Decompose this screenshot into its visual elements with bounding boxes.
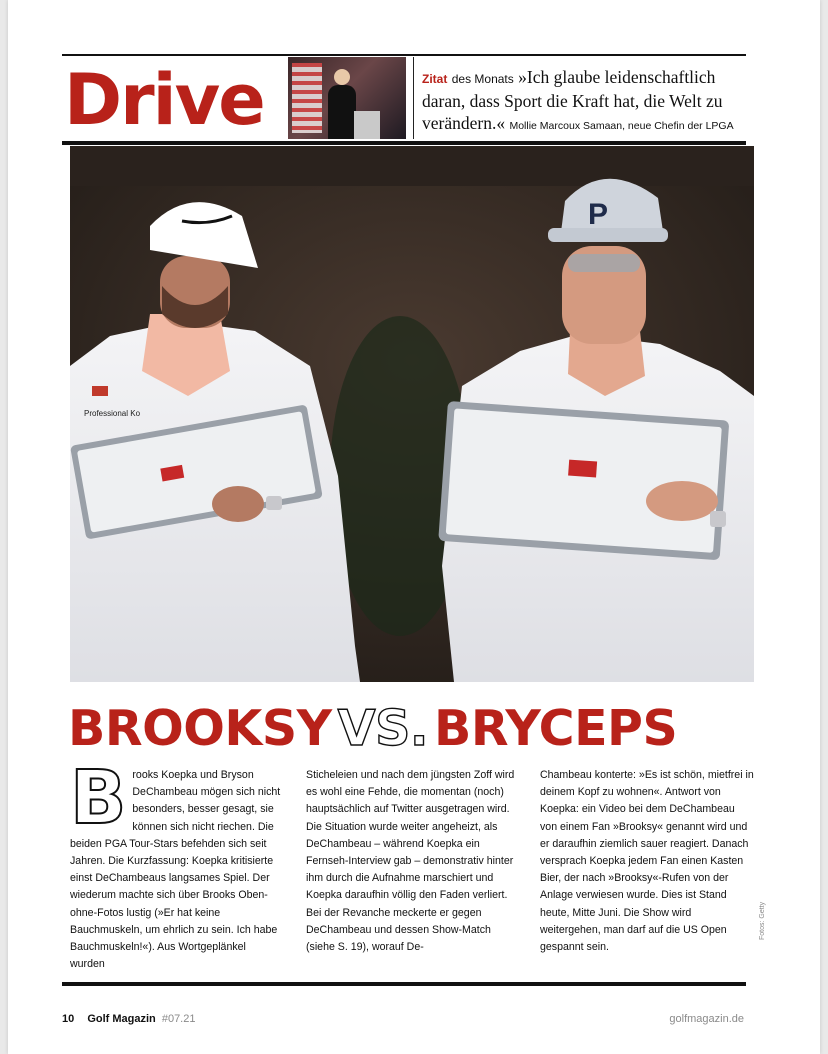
article-column-1	[70, 755, 282, 973]
photo-credit: Fotos: Getty	[759, 901, 766, 940]
issue-number: #07.21	[161, 1013, 196, 1025]
photo-top-rule	[62, 141, 746, 145]
quote-of-month	[422, 66, 760, 137]
flag-pin-icon	[92, 386, 108, 396]
article-column-3: Chambeau konterte: »Es ist schön, mietfrei in deinem Kopf zu wohnen«. Antwort von Koepka: ein Video bei dem DeChambeau von einem Fan »Brooksy« genannt wird und er daraufhin ziemlich sauer reagiert. Danach versprach Koepka jedem Fan einen Kasten Bier, der nach »Brooksy«-Rufen von der Anlage verwiesen wurde. Dies ist Stand heute, Mitte Juni. Die Show wird weitergehen, man darf auf die US Open gespannt sein.	[540, 769, 754, 954]
quote-label: des Monats	[451, 72, 514, 86]
quote-thumbnail-image	[288, 57, 406, 139]
quote-label-highlight: Zitat	[422, 72, 448, 86]
section-title: Drive	[64, 59, 264, 141]
magazine-page	[8, 0, 820, 1054]
cap-letter: P	[588, 198, 609, 231]
website-url[interactable]: golfmagazin.de	[669, 1013, 744, 1025]
article-column-1-text: rooks Koepka und Bryson DeChambeau mögen sich nicht besonders, besser gesagt, sie können sich nicht riechen. Die beiden PGA Tour-Stars befehden sich seit Jahren. Die Kurzfassung: Koepka kritisierte einst DeChambeaus langsames Spiel. Der wiederum machte sich über Brooks Oben-ohne-Fotos lustig (»Er hat keine Bauchmuskeln, um ehrlich zu sein. Ich habe Bauchmuskeln!«). Aus Wortgeplänkel wurden	[70, 769, 281, 971]
quote-divider	[413, 57, 414, 139]
quote-text: »Ich glaube leidenschaftlich daran, dass Sport die Kraft hat, die Welt zu verändern.«	[422, 67, 723, 133]
badge-label: Professional Ko	[84, 409, 141, 418]
top-rule	[62, 54, 746, 56]
article-column-2: Sticheleien und nach dem jüngsten Zoff wird es wohl eine Fehde, die momentan (noch) hauptsächlich auf Twitter ausgetragen wird. Die Situation wurde weiter angeheizt, als DeChambeau – während Koepka ein Fernseh-Interview gab – demonstrativ hinter ihm durch die Aufnahme marschiert und Koepka daraufhin völlig den Faden verliert. Bei der Revanche meckerte er gegen DeChambeau und dessen Show-Match (siehe S. 19), worauf De-	[306, 769, 515, 954]
page-number: 10	[62, 1013, 75, 1025]
footer-rule	[62, 982, 746, 986]
hero-photo	[70, 146, 754, 682]
headline-right: BRYCEPS	[433, 700, 678, 757]
scoreboard-right	[438, 401, 729, 560]
headline	[68, 699, 677, 759]
headline-versus: VS.	[337, 700, 428, 757]
hero-photo-illustration	[70, 146, 754, 682]
headline-left: BROOKSY	[68, 700, 332, 757]
folio	[62, 1013, 195, 1025]
drop-cap: B	[70, 755, 127, 841]
quote-attribution: Mollie Marcoux Samaan, neue Chefin der LPGA	[509, 120, 734, 132]
magazine-name: Golf Magazin	[87, 1013, 156, 1025]
